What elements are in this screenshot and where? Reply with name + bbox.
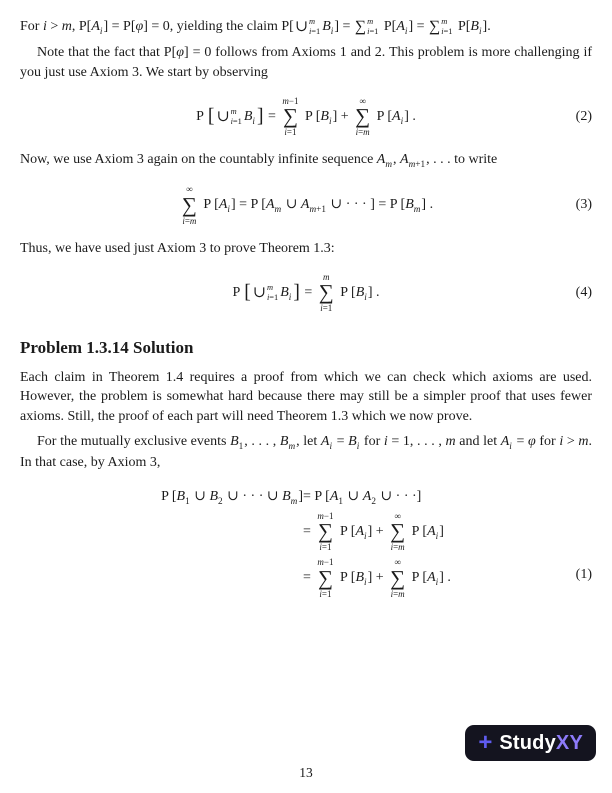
math-subscript: i [364,530,367,541]
math-text: P [ [336,570,356,586]
math-subscripted [348,434,359,449]
math-text: ∪ [282,197,301,213]
bracket: ] [293,281,300,303]
math-text: ] = 0 follows from Axioms 1 and 2. This problem is more challenging if you just use Axiom 3. We start by observing [20,44,593,80]
equation-line-right [303,511,451,553]
math-var: B [282,488,291,504]
math-text: ] + [367,570,388,586]
math-text: , P[ [71,19,92,34]
operator-glyph: ∑ [429,17,441,35]
subscript: i=1 [441,26,453,36]
math-subscript: m+1 [408,159,426,170]
section-heading: Problem 1.3.14 Solution [20,337,194,357]
superscript: m [441,17,448,27]
math-var: B [348,434,357,450]
sum-operator [182,184,197,226]
math-var: A [427,523,436,539]
paragraph-claim [20,17,592,38]
sum-operator [355,96,370,138]
math-var: B [279,434,289,450]
math-text: ] + [367,523,388,539]
equation-line-right [303,557,451,599]
operator-glyph: ∑ [390,519,406,544]
math-var: i [383,434,388,450]
math-subscripted [355,524,366,539]
operator-scripts [309,17,320,36]
math-var: B [470,19,479,34]
math-subscripted [427,524,438,539]
math-subscripted [330,489,343,504]
plus-icon: + [478,729,493,756]
math-var: A [300,197,310,213]
math-text: ] = P[ [103,19,136,34]
math-var: A [396,19,405,34]
operator-glyph: ∑ [317,565,333,590]
math-subscript: i [252,115,255,126]
math-text: Note that the fact that P[ [37,44,177,60]
sum-operator [390,557,405,599]
lower-limit: i=m [390,588,405,599]
math-var: A [362,488,372,504]
math-text: Now, we use Axiom 3 again on the countably infinite sequence [20,152,377,168]
logo-text [499,732,583,755]
math-text: , . . . , [244,434,280,450]
math-subscripted [280,434,295,449]
math-subscripted [91,19,102,34]
math-subscript: i [400,115,404,126]
math-subscripted [320,109,331,124]
math-text: ] . [367,284,380,300]
sum-operator [319,272,334,314]
lower-limit: i=1 [284,127,297,137]
superscript: m [308,17,316,27]
paragraph-note [20,43,592,83]
math-var: B [355,570,364,586]
math-subscript: i [356,440,360,451]
equation-line-left [161,488,303,506]
math-subscripted [501,434,512,449]
math-var: B [405,197,414,213]
math-text: ∪ · · · ] = P [ [326,197,406,213]
math-text: ] + [332,108,353,124]
equation-number: (3) [575,197,592,213]
page-number: 13 [299,765,313,780]
math-text: for [535,434,560,450]
math-var: B [176,488,186,504]
subscript: i=1 [367,26,379,36]
math-text: ] = P [ [230,197,266,213]
math-subscripted [363,489,376,504]
math-text: = P [ [303,488,330,504]
operator-scripts [267,283,278,302]
math-var: B [209,488,219,504]
math-subscripted [396,19,407,34]
math-subscript: m [413,204,421,215]
math-subscript: i [227,204,230,215]
operator-glyph: ∑ [317,519,333,544]
math-subscript: 2 [218,495,223,506]
math-subscript: i [478,25,482,36]
display-equation-3 [20,184,592,226]
operator-glyph: ∑ [181,192,197,217]
sum-operator [317,557,333,599]
math-text: ] = 0, yielding the claim P[ [143,19,294,34]
superscript: m [266,283,273,293]
math-text: , . . . to write [426,152,498,168]
math-subscript: 1 [185,495,190,506]
sum-operator [390,511,405,553]
math-text: Each claim in Theorem 1.4 requires a proof from which we can check which axioms are used. However, the problem is somewhat hard because there may still be a simpler proof that uses fewer axioms. Still, the proof of each part will need Theorem 1.3 which we now prove. [20,369,592,425]
math-subscripted [230,434,243,449]
lower-limit: i=m [390,542,405,553]
math-subscript: 2 [371,495,376,506]
sum-operator [282,96,298,138]
math-text: P [ [199,197,219,213]
equation-number: (4) [575,284,592,300]
math-subscripted [405,197,421,215]
upper-limit: ∞ [394,557,401,568]
math-text: P[ [380,19,397,34]
lower-limit: i=1 [320,303,333,314]
operator-glyph: ∑ [390,565,406,590]
math-text: P[ [454,19,471,34]
logo-text-study: Study [499,731,556,754]
operator-glyph: ∑ [355,104,371,128]
math-var: i > m [559,434,589,450]
math-var: A [427,570,436,586]
math-var: φ [135,19,144,34]
math-text: = [333,434,349,450]
operator-scripts [367,17,378,36]
display-equation-4 [20,272,592,314]
math-var: B [355,284,365,300]
math-var: B [243,108,253,124]
math-subscript: i [509,440,512,451]
sum-operator [429,17,452,36]
math-subscript: i [328,115,332,126]
upper-limit: m [323,271,330,282]
math-text: . In that case, by Axiom 3, [20,434,592,471]
math-text: ] [439,523,444,539]
operator-glyph: ∪ [294,17,308,35]
math-subscript: i [329,440,333,451]
math-text: P [ [161,488,177,504]
math-text: = [303,570,315,586]
math-text: P [ [336,523,356,539]
math-subscript: i [435,530,439,541]
math-text: P [ [408,570,428,586]
superscript: m [230,107,237,117]
sum-operator [317,511,333,553]
math-text: ∪ · · ·] [376,488,422,504]
math-var: B [280,284,289,300]
lower-limit: i=1 [319,542,332,553]
math-subscripted [427,570,439,588]
operator-scripts [231,107,242,126]
operator-glyph: ∪ [216,107,230,125]
math-subscript: 1 [238,440,244,451]
math-var: A [265,197,275,213]
operator-glyph: ∪ [252,283,266,301]
math-text: ] = [334,19,354,34]
math-text: For the mutually exclusive events [37,434,231,450]
math-text: = [264,108,280,124]
math-subscripted [244,109,255,124]
paragraph-each-claim [20,368,592,428]
math-var: A [218,197,228,213]
display-equation-2 [20,96,592,138]
math-text: ∪ [190,488,210,504]
math-subscripted [209,489,222,504]
math-subscripted [392,109,403,124]
math-subscripted [177,489,190,504]
subscript: i=1 [266,292,279,302]
math-text: Thus, we have used just Axiom 3 to prove Theorem 1.3: [20,240,335,256]
upper-limit: ∞ [359,95,366,106]
bracket: [ [207,105,215,127]
math-subscripted [356,285,367,300]
math-text: for [360,434,384,450]
math-text: P [232,284,244,300]
math-text: P [ [336,284,356,300]
math-subscripted [376,152,393,170]
math-subscripted [322,19,333,34]
logo-text-xy: XY [555,731,583,754]
math-text: ] . [439,570,451,586]
math-text: = [300,284,316,300]
math-text: ∪ · · · ∪ [223,488,283,504]
operator-glyph: ∑ [318,280,334,305]
equation-body [232,272,379,314]
math-text: For [20,19,43,34]
math-text: P [ [408,523,428,539]
math-text: = 1, . . . , [387,434,446,450]
math-subscript: 1 [338,495,344,506]
math-text: P [ [373,108,393,124]
math-subscript: m [274,204,282,215]
math-subscript: i [435,577,439,588]
math-var: A [392,108,401,124]
upper-limit: ∞ [394,510,401,521]
paragraph-now [20,150,592,171]
subscript: i=1 [308,26,321,36]
upper-limit: m−1 [282,95,299,106]
lower-limit: i=m [182,215,197,226]
equation-number: (1) [575,567,592,583]
math-var: A [500,434,510,450]
display-equation-1 [20,488,592,599]
math-var: A [329,488,339,504]
union-operator [295,17,320,36]
math-subscript: i [404,25,408,36]
operator-glyph: ∑ [354,17,367,35]
math-subscript: m [290,495,298,506]
math-var: φ [528,434,536,450]
math-subscript: i [99,25,103,36]
union-operator [253,283,278,302]
math-text: ] . [421,197,434,213]
paragraph-mutually-exclusive [20,432,592,473]
equation-line-right [303,488,451,506]
subscript: i=1 [230,116,242,126]
lower-limit: i=1 [319,588,332,599]
math-subscript: i [330,25,334,36]
math-var: B [230,434,239,450]
math-subscripted [470,19,481,34]
math-subscript: i [288,291,292,302]
equation-number: (2) [575,108,592,124]
math-subscript: m [288,440,296,451]
math-text: ] . [404,108,416,124]
lower-limit: i=m [355,127,370,137]
math-text: P [196,108,207,124]
bracket: [ [244,281,251,303]
aligned-equations [20,488,592,599]
math-var: A [320,434,330,450]
math-subscript: i [364,291,367,302]
upper-limit: m−1 [317,510,334,521]
math-subscripted [280,285,291,300]
math-subscripted [321,434,332,449]
upper-limit: m−1 [317,557,334,568]
studyxy-logo [465,725,596,761]
math-subscripted [218,197,230,215]
math-text: ]. [482,19,491,34]
equation-body [196,96,416,138]
math-text: , [393,152,401,168]
math-var: A [376,152,386,168]
math-var: m [445,434,456,450]
math-text: ] [298,488,304,504]
math-text: = [303,523,315,539]
union-operator [216,107,241,126]
operator-glyph: ∑ [282,104,298,128]
math-subscript: m+1 [309,204,326,215]
math-subscripted [355,570,367,588]
math-text: ∪ [344,488,363,504]
math-subscript: m [385,159,393,170]
sum-operator [355,17,378,36]
math-text: ] = [408,19,429,34]
math-var: B [322,19,331,34]
math-text: , let [296,434,321,450]
math-subscripted [300,197,326,215]
superscript: m [367,17,374,27]
math-text: = [512,434,528,450]
math-var: φ [176,44,185,60]
math-var: B [320,108,329,124]
math-subscripted [400,152,426,170]
math-subscripted [282,489,297,504]
math-var: A [91,19,100,34]
math-var: A [400,152,409,168]
bracket: ] [256,105,264,127]
math-var: A [355,523,364,539]
equation-body [179,184,433,226]
upper-limit: ∞ [186,184,193,195]
math-subscripted [265,197,282,215]
math-text: P [ [301,108,321,124]
math-var: i > m [42,19,72,34]
math-subscript: i [364,577,367,588]
operator-scripts [441,17,452,36]
paragraph-thus [20,239,592,259]
math-text: and let [455,434,501,450]
